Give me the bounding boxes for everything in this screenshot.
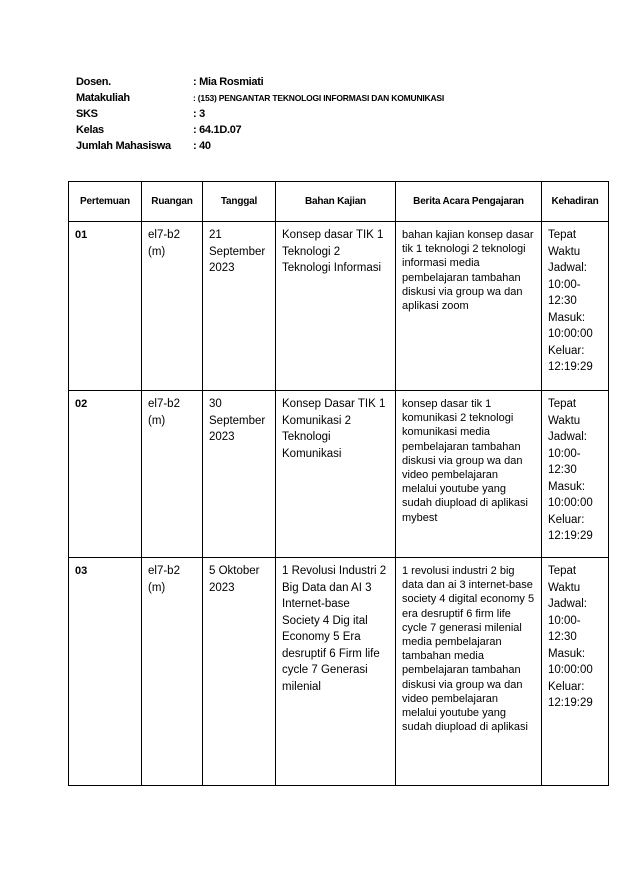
dosen-row: [76, 74, 444, 90]
col-header-berita-acara: Berita Acara Pengajaran: [396, 182, 542, 222]
matakuliah-value: : (153) PENGANTAR TEKNOLOGI INFORMASI DAN KOMUNIKASI: [193, 93, 445, 103]
col-header-kehadiran: Kehadiran: [542, 182, 609, 222]
cell-berita-acara: konsep dasar tik 1 komunikasi 2 teknologi komunikasi media pembelajaran tambahan diskusi via group wa dan video pembelajaran melalui youtube yang sudah diupload di aplikasi mybest: [396, 391, 542, 558]
sks-label: SKS: [76, 108, 98, 120]
cell-tanggal: 30 September 2023: [203, 391, 276, 558]
cell-berita-acara: 1 revolusi industri 2 big data dan ai 3 internet-base society 4 digital economy 5 era desruptif 6 firm life cycle 7 generasi milenial media pembelajaran tambahan media pembelajaran tambahan diskusi via group wa dan video pembelajaran melalui youtube yang sudah diupload di aplikasi: [396, 558, 542, 786]
col-header-ruangan: Ruangan: [142, 182, 203, 222]
matakuliah-row: [76, 90, 444, 106]
jumlah-row: [76, 138, 444, 154]
cell-pertemuan: 02: [69, 391, 142, 558]
sks-row: [76, 106, 444, 122]
matakuliah-label: Matakuliah: [76, 92, 130, 104]
col-header-tanggal: Tanggal: [203, 182, 276, 222]
attendance-table: [68, 181, 609, 786]
cell-ruangan: el7-b2 (m): [142, 391, 203, 558]
cell-kehadiran: Tepat Waktu Jadwal: 10:00-12:30 Masuk: 10:00:00 Keluar: 12:19:29: [542, 391, 609, 558]
cell-tanggal: 21 September 2023: [203, 222, 276, 391]
table-header-row: [69, 182, 609, 222]
table-row: [69, 391, 609, 558]
cell-bahan-kajian: Konsep Dasar TIK 1 Komunikasi 2 Teknologi Komunikasi: [276, 391, 396, 558]
cell-kehadiran: Tepat Waktu Jadwal: 10:00-12:30 Masuk: 10:00:00 Keluar: 12:19:29: [542, 558, 609, 786]
col-header-pertemuan: Pertemuan: [69, 182, 142, 222]
jumlah-value: : 40: [193, 140, 211, 152]
cell-ruangan: el7-b2 (m): [142, 222, 203, 391]
cell-ruangan: el7-b2 (m): [142, 558, 203, 786]
cell-pertemuan: 03: [69, 558, 142, 786]
cell-pertemuan: 01: [69, 222, 142, 391]
col-header-bahan-kajian: Bahan Kajian: [276, 182, 396, 222]
table-row: [69, 558, 609, 786]
cell-kehadiran: Tepat Waktu Jadwal: 10:00-12:30 Masuk: 10:00:00 Keluar: 12:19:29: [542, 222, 609, 391]
kelas-label: Kelas: [76, 124, 104, 136]
dosen-label: Dosen.: [76, 76, 111, 88]
cell-berita-acara: bahan kajian konsep dasar tik 1 teknologi 2 teknologi informasi media pembelajaran tambahan diskusi via group wa dan aplikasi zoom: [396, 222, 542, 391]
jumlah-label: Jumlah Mahasiswa: [76, 140, 171, 152]
kelas-row: [76, 122, 444, 138]
dosen-value: : Mia Rosmiati: [193, 76, 264, 88]
cell-bahan-kajian: 1 Revolusi Industri 2 Big Data dan AI 3 Internet-base Society 4 Dig ital Economy 5 Era desruptif 6 Firm life cycle 7 Generasi milenial: [276, 558, 396, 786]
table-row: [69, 222, 609, 391]
kelas-value: : 64.1D.07: [193, 124, 242, 136]
cell-tanggal: 5 Oktober 2023: [203, 558, 276, 786]
cell-bahan-kajian: Konsep dasar TIK 1 Teknologi 2 Teknologi Informasi: [276, 222, 396, 391]
sks-value: : 3: [193, 108, 205, 120]
course-info: [76, 74, 444, 154]
